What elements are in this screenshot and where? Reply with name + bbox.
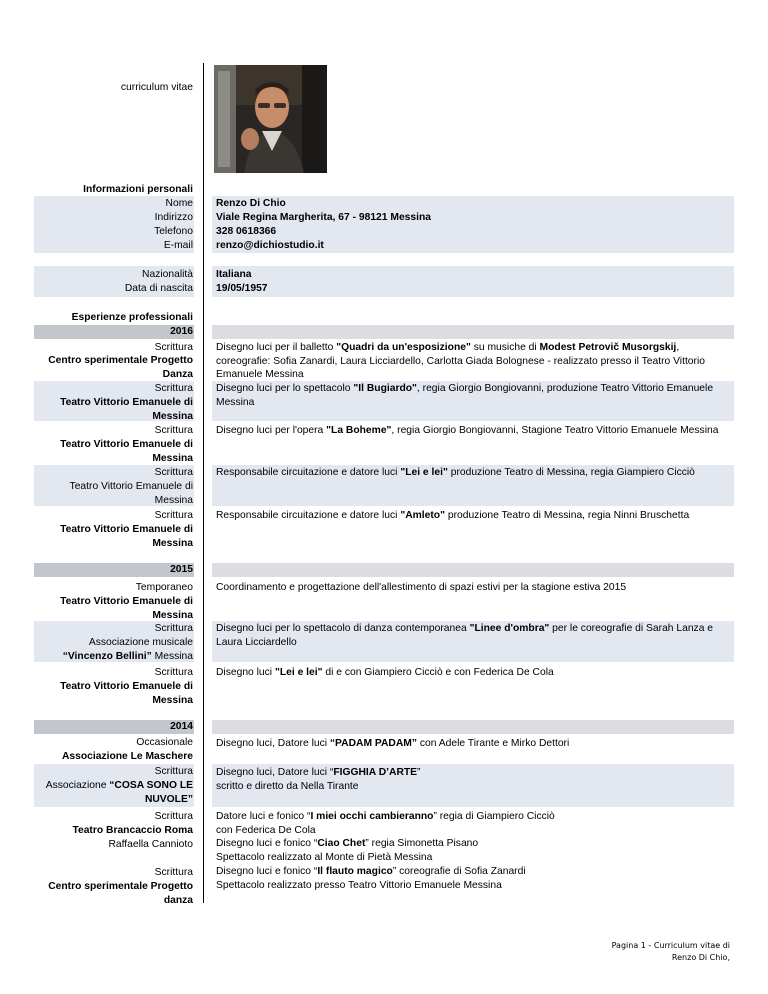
desc-text: Responsabile circuitazione e datore luci [216,467,401,478]
birth-label: Data di nascita [124,283,193,294]
desc-title: "Il Bugiardo" [353,383,417,394]
desc-text: con Federica De Cola [216,824,316,836]
desc-text: Disegno luci per lo spettacolo di danza contemporanea [216,623,470,634]
nationality-label: Nazionalità [142,269,193,280]
desc-text: Disegno luci per il balletto [216,342,337,353]
entry-type: Scrittura [154,867,193,878]
year-2015-bar-right [212,563,734,577]
entry-type: Scrittura [154,667,193,678]
desc-text: ” regia di Giampiero Cicciò [433,811,555,822]
entry-org: Teatro Vittorio Emanuele di [60,596,193,607]
page-footer [612,940,730,964]
entry-type: Scrittura [154,383,193,394]
org-name-bold: “Vincenzo Bellini” [62,651,152,662]
entry-org: Messina [152,695,193,706]
desc-text: scritto e diretto da Nella Tirante [216,780,359,792]
year-2014-bar-right [212,720,734,734]
birth-value: 19/05/1957 [216,283,268,294]
name-label: Nome [165,198,193,209]
desc-text: con Adele Tirante e Mirko Dettori [417,738,570,749]
entry-org: Messina [152,411,193,422]
entry-org: Teatro Vittorio Emanuele di [60,524,193,535]
desc-title: "Lei e lei" [274,667,323,678]
desc-composer: Modest Petrovič Musorgskij [539,342,677,353]
desc-title: "Lei e lei" [400,467,448,478]
desc-text: per le coreografie di Sarah Lanza e [549,623,714,634]
desc-text: produzione Teatro di Messina, regia Giampiero Cicciò [447,467,695,478]
entry-type: Scrittura [154,425,193,436]
nationality-value: Italiana [216,269,252,280]
entry-org: danza [163,895,193,906]
entry-type: Scrittura [154,467,193,478]
entry-description [216,865,728,892]
vertical-rule [203,63,204,903]
entry-org: Teatro Vittorio Emanuele di [60,439,193,450]
entry-description [216,466,728,480]
year-2016: 2016 [170,326,193,337]
desc-text: su musiche di [470,342,540,353]
phone-label: Telefono [154,226,193,237]
desc-text: Laura Licciardello [216,636,297,648]
entry-org: NUVOLE” [144,794,193,805]
entry-org: Teatro Vittorio Emanuele di [69,481,193,492]
entry-description [216,737,728,751]
year-2016-bar-right [212,325,734,339]
entry-type: Scrittura [154,766,193,777]
entry-type: Scrittura [154,342,193,353]
desc-text: Disegno luci e fonico “ [216,866,318,877]
entry-description [216,810,728,864]
address-value: Viale Regina Margherita, 67 - 98121 Messina [216,212,432,223]
desc-text: Disegno luci e fonico “ [216,838,318,850]
desc-title: Il flauto magico [317,866,393,877]
desc-text: , [676,342,680,353]
portrait-image [214,65,327,173]
entry-org: Teatro Vittorio Emanuele di [60,397,193,408]
entry-org [46,779,193,793]
email-value: renzo@dichiostudio.it [216,240,324,251]
desc-title: "Quadri da un'esposizione" [336,342,471,353]
entry-org: Raffaella Cannioto [108,839,193,850]
entry-org: Messina [154,495,193,506]
entry-org: Associazione musicale [88,637,193,648]
entry-type: Temporaneo [135,582,193,593]
entry-org: Centro sperimentale Progetto [48,355,193,366]
entry-org: Teatro Brancaccio Roma [72,825,193,836]
entry-org: Danza [162,369,193,380]
entry-type: Scrittura [154,623,193,634]
desc-text: produzione Teatro di Messina, regia Ninni Bruschetta [444,510,690,521]
entry-description [216,766,728,793]
desc-text: , regia Giorgio Bongiovanni, produzione Teatro Vittorio Emanuele [416,383,714,394]
entry-org: Messina [152,538,193,549]
desc-text: Disegno luci, Datore luci “ [216,767,334,778]
desc-text: di e con Giampiero Cicciò e con Federica De Cola [322,667,554,678]
desc-text: , regia Giorgio Bongiovanni, Stagione Teatro Vittorio Emanuele Messina [391,425,719,436]
org-city: Messina [151,651,193,662]
desc-title: Ciao Chet [317,838,366,850]
desc-text: Spettacolo realizzato al Monte di Pietà Messina [216,851,433,863]
name-value: Renzo Di Chio [216,198,286,209]
desc-title: “PADAM PADAM” [329,738,418,749]
experience-heading: Esperienze professionali [71,312,193,323]
entry-description [216,509,728,523]
desc-title: "La Boheme" [326,425,392,436]
entry-type: Scrittura [154,510,193,521]
desc-text: Coordinamento e progettazione dell'allestimento di spazi estivi per la stagione estiva 2015 [216,582,627,593]
entry-org: Messina [152,610,193,621]
entry-org: Teatro Vittorio Emanuele di [60,681,193,692]
desc-text: coreografie: Sofia Zanardi, Laura Licciardello, Carlotta Giada Bolognese - realizzato presso il Teatro Vittorio [216,355,705,367]
profile-photo [214,65,327,173]
phone-value: 328 0618366 [216,226,277,237]
entry-description [216,622,728,649]
entry-org: Centro sperimentale Progetto [48,881,193,892]
entry-description [216,341,728,382]
entry-org: Messina [152,453,193,464]
entry-description [216,382,728,409]
desc-text: ” regia Simonetta Pisano [365,838,479,850]
org-prefix: Associazione [45,780,110,791]
entry-type: Occasionale [136,737,193,748]
email-label: E-mail [163,240,193,251]
desc-title: I miei occhi cambieranno [310,811,434,822]
address-label: Indirizzo [154,212,193,223]
entry-org [63,650,193,664]
entry-description [216,424,728,438]
desc-text: Disegno luci, Datore luci [216,738,330,749]
entry-description [216,666,728,680]
year-2014: 2014 [170,721,193,732]
desc-text: Messina [216,396,255,408]
desc-text: Emanuele Messina [216,369,304,381]
desc-text: Responsabile circuitazione e datore luci [216,510,401,521]
desc-text: Spettacolo realizzato presso Teatro Vittorio Emanuele Messina [216,879,502,891]
desc-text: Disegno luci per l'opera [216,425,327,436]
desc-text: Disegno luci [216,667,275,678]
cv-title: curriculum vitae [120,82,193,93]
desc-title: FIGGHIA D’ARTE [333,767,418,778]
desc-title: "Linee d'ombra" [469,623,550,634]
year-2015: 2015 [170,564,193,575]
org-name-bold: “COSA SONO LE [109,780,193,791]
entry-type: Scrittura [154,811,193,822]
entry-org: Associazione Le Maschere [61,751,193,762]
entry-description [216,581,728,595]
desc-text: Disegno luci per lo spettacolo [216,383,354,394]
desc-text: ” coreografie di Sofia Zanardi [392,866,526,877]
footer-line: Pagina 1 - Curriculum vitae di [611,941,730,950]
desc-title: "Amleto" [400,510,445,521]
personal-info-heading: Informazioni personali [83,184,193,195]
footer-line: Renzo Di Chio, [671,953,730,962]
desc-text: Datore luci e fonico “ [216,811,311,822]
desc-text: ” [417,767,421,778]
